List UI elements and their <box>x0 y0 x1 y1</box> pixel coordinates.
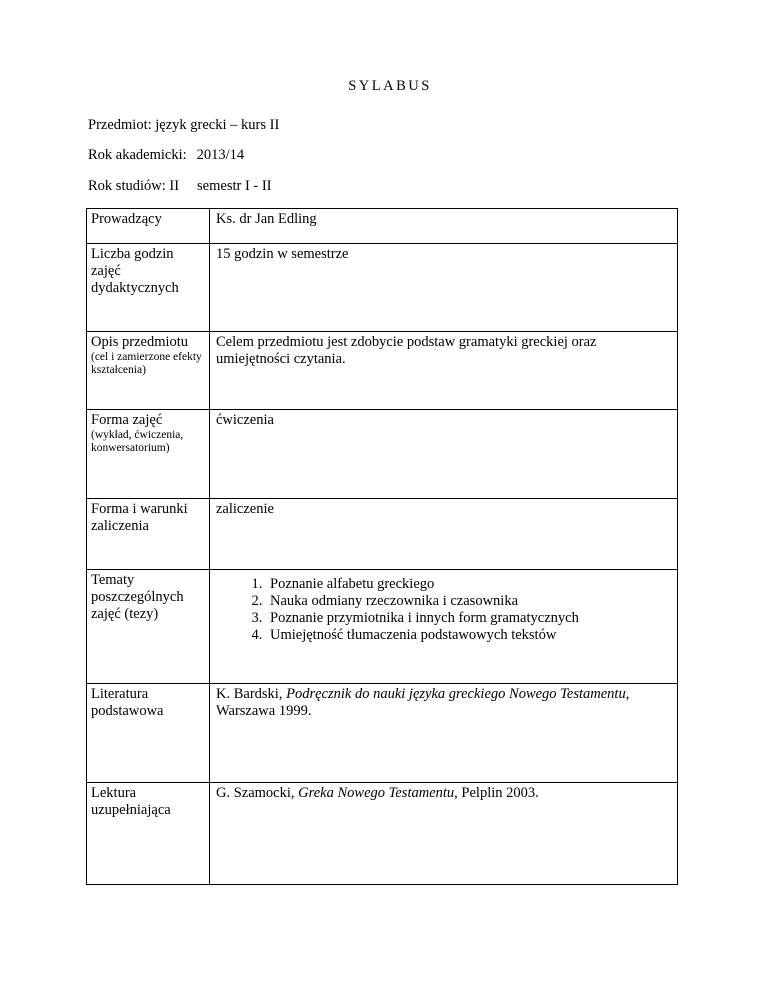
topics-list <box>216 576 671 644</box>
table-row-form <box>87 410 677 499</box>
syllabus-table <box>86 208 678 885</box>
list-item: 4. Umiejętność tłumaczenia podstawowych tekstów <box>266 627 671 644</box>
description-sublabel: (cel i zamierzone efekty kształcenia) <box>91 351 202 376</box>
supplementary-publication: , Pelplin 2003. <box>454 785 539 801</box>
table-row-lecturer <box>87 209 677 244</box>
assessment-label: Forma i warunki zaliczenia <box>87 499 210 569</box>
list-item: 1. Poznanie alfabetu greckiego <box>266 576 671 593</box>
supplementary-value <box>210 783 677 884</box>
topics-label: Tematy poszczególnych zajęć (tezy) <box>87 570 210 683</box>
academic-year-label: Rok akademicki: <box>88 147 187 163</box>
subject-label: Przedmiot: <box>88 117 152 133</box>
form-label-cell <box>87 410 210 498</box>
supplementary-label: Lektura uzupełniająca <box>87 783 210 884</box>
basic-literature-value <box>210 684 677 782</box>
assessment-value: zaliczenie <box>216 501 274 517</box>
basic-literature-label: Literatura podstawowa <box>87 684 210 782</box>
academic-year-value: 2013/14 <box>196 147 245 163</box>
study-year-label: Rok studiów: II <box>88 178 180 194</box>
supplementary-title: Greka Nowego Testamentu <box>298 785 455 801</box>
table-row-description <box>87 332 677 410</box>
form-sublabel: (wykład, ćwiczenia, konwersatorium) <box>91 429 184 454</box>
academic-year-line <box>88 147 244 164</box>
table-row-supplementary <box>87 783 677 884</box>
supplementary-author: G. Szamocki, <box>216 785 295 801</box>
list-item: 2. Nauka odmiany rzeczownika i czasownika <box>266 593 671 610</box>
basic-literature-title: Podręcznik do nauki języka greckiego Nowego Testamentu <box>286 686 626 702</box>
table-row-topics <box>87 570 677 684</box>
description-label: Opis przedmiotu <box>91 334 189 350</box>
semester-value: semestr I - II <box>197 178 272 194</box>
basic-literature-author: K. Bardski, <box>216 686 283 702</box>
form-label: Forma zajęć <box>91 412 163 428</box>
list-item: 3. Poznanie przymiotnika i innych form gramatycznych <box>266 610 671 627</box>
form-value: ćwiczenia <box>216 412 274 428</box>
hours-value: 15 godzin w semestrze <box>216 246 349 262</box>
table-row-hours <box>87 244 677 332</box>
document-title: SYLABUS <box>348 78 432 94</box>
lecturer-value: Ks. dr Jan Edling <box>216 211 317 227</box>
table-row-assessment <box>87 499 677 570</box>
hours-label: Liczba godzin zajęć dydaktycznych <box>87 244 210 331</box>
subject-line <box>88 117 279 134</box>
subject-value: język grecki – kurs II <box>155 117 280 133</box>
lecturer-label: Prowadzący <box>87 209 210 243</box>
description-label-cell <box>87 332 210 409</box>
study-year-line <box>88 178 272 195</box>
basic-literature-publication: , Warszawa 1999. <box>216 686 630 719</box>
description-value: Celem przedmiotu jest zdobycie podstaw gramatyki greckiej oraz umiejętności czytania. <box>216 334 597 367</box>
topics-value <box>210 570 677 683</box>
table-row-basic-literature <box>87 684 677 783</box>
